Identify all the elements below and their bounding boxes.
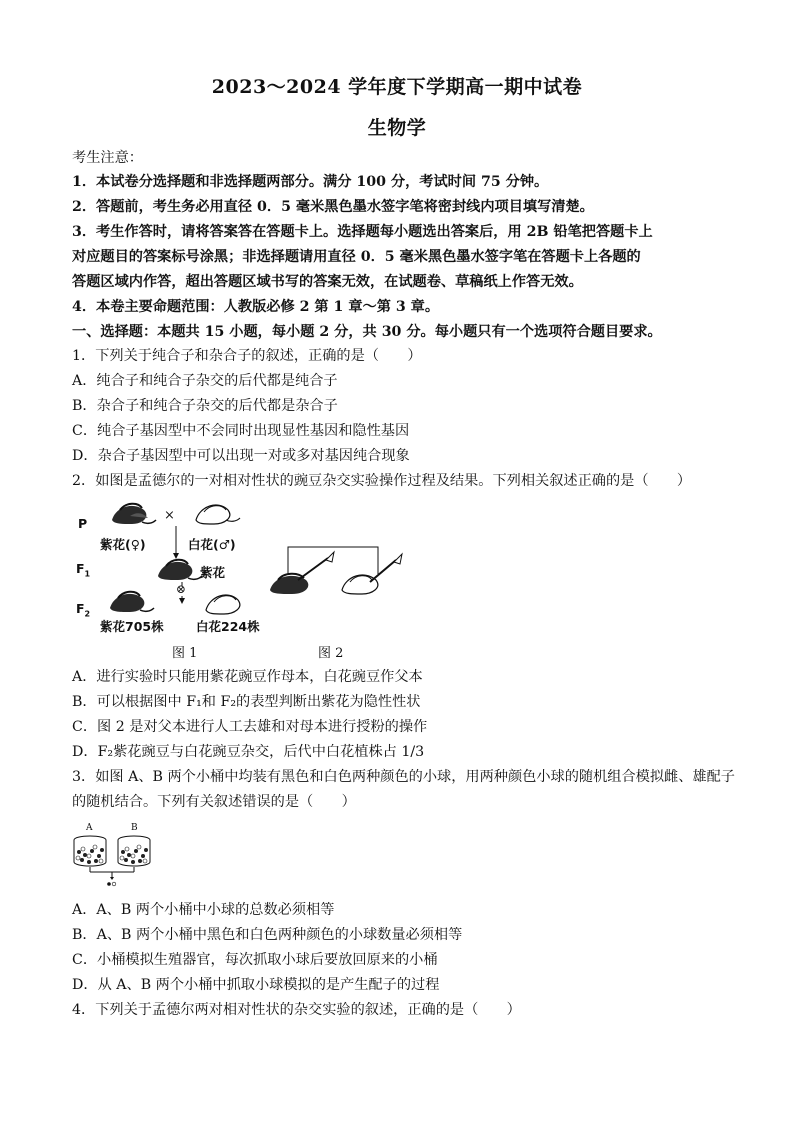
section-heading: 一、选择题：本题共 15 小题，每小题 2 分，共 30 分。每小题只有一个选项符合题目要求。 xyxy=(72,324,662,340)
question-2-option-c: C．图 2 是对父本进行人工去雄和对母本进行授粉的操作 xyxy=(72,719,428,735)
question-1-stem: 1．下列关于纯合子和杂合子的叙述，正确的是（ ） xyxy=(72,348,422,364)
selfing-sign: ⊗ xyxy=(176,582,187,596)
notice-heading: 考生注意： xyxy=(72,150,143,166)
question-3-stem-line-2: 的随机结合。下列有关叙述错误的是（ ） xyxy=(72,794,356,810)
notice-item-2: 2．答题前，考生务必用直径 0．5 毫米黑色墨水签字笔将密封线内项目填写清楚。 xyxy=(72,199,594,215)
notice-item-3: 3．考生作答时，请将答案答在答题卡上。选择题每小题选出答案后，用 2B 铅笔把答题卡上 xyxy=(72,224,653,240)
question-2-option-d: D．F₂紫花豌豆与白花豌豆杂交，后代中白花植株占 1/3 xyxy=(72,744,425,760)
question-1-option-c: C．纯合子基因型中不会同时出现显性基因和隐性基因 xyxy=(72,423,410,439)
notice-item-3-cont2: 答题区域内作答，超出答题区域书写的答案无效，在试题卷、草稿纸上作答无效。 xyxy=(72,274,583,290)
figure-1-caption: 图 1 xyxy=(172,646,198,661)
question-3-option-a: A．A、B 两个小桶中小球的总数必须相等 xyxy=(72,902,335,918)
label-f1-purple: 紫花 xyxy=(200,565,226,580)
question-1-option-a: A．纯合子和纯合子杂交的后代都是纯合子 xyxy=(72,373,338,389)
label-white-male: 白花(♂) xyxy=(188,537,236,552)
white-ball-icon xyxy=(112,882,116,886)
figure-2-caption: 图 2 xyxy=(318,646,344,661)
row-label-f2: $F_2$ xyxy=(76,601,91,619)
exam-title: 2023～2024 学年度下学期高一期中试卷 xyxy=(211,76,583,98)
notice-item-1: 1．本试卷分选择题和非选择题两部分。满分 100 分，考试时间 75 分钟。 xyxy=(72,174,549,190)
notice-item-4: 4．本卷主要命题范围：人教版必修 2 第 1 章～第 3 章。 xyxy=(72,299,440,315)
subject-title: 生物学 xyxy=(367,117,427,139)
bucket-a-icon xyxy=(74,836,106,866)
combine-arrow-icon xyxy=(90,867,134,878)
question-3-option-d: D．从 A、B 两个小桶中抓取小球模拟的是产生配子的过程 xyxy=(72,977,440,993)
question-1-option-b: B．杂合子和纯合子杂交的后代都是杂合子 xyxy=(72,398,338,414)
notice-item-3-cont: 对应题目的答案标号涂黑；非选择题请用直径 0．5 毫米黑色墨水签字笔在答题卡上各题的 xyxy=(72,249,641,265)
question-2-option-a: A．进行实验时只能用紫花豌豆作母本，白花豌豆作父本 xyxy=(72,669,423,685)
cross-sign: × xyxy=(164,508,175,523)
bucket-label-b: B xyxy=(131,823,138,833)
label-f2-white: 白花224株 xyxy=(196,619,260,634)
black-ball-icon xyxy=(107,882,111,886)
bucket-label-a: A xyxy=(86,823,93,833)
label-f2-purple: 紫花705株 xyxy=(100,619,164,634)
label-purple-female: 紫花(♀) xyxy=(100,537,146,552)
question-3-option-b: B．A、B 两个小桶中黑色和白色两种颜色的小球数量必须相等 xyxy=(72,927,463,943)
question-2-option-b: B．可以根据图中 F₁和 F₂的表型判断出紫花为隐性性状 xyxy=(72,694,421,710)
row-label-f1: $F_1$ xyxy=(76,561,91,579)
question-1-option-d: D．杂合子基因型中可以出现一对或多对基因纯合现象 xyxy=(72,448,410,464)
bucket-b-icon xyxy=(118,836,150,866)
question-4-stem: 4．下列关于孟德尔两对相对性状的杂交实验的叙述，正确的是（ ） xyxy=(72,1002,521,1018)
row-label-p: P xyxy=(78,516,88,531)
question-2-stem: 2．如图是孟德尔的一对相对性状的豌豆杂交实验操作过程及结果。下列相关叙述正确的是（ ） xyxy=(72,473,692,489)
question-3-option-c: C．小桶模拟生殖器官，每次抓取小球后要放回原来的小桶 xyxy=(72,952,438,968)
question-3-stem-line-1: 3．如图 A、B 两个小桶中均装有黑色和白色两种颜色的小球，用两种颜色小球的随机组合模拟雌、雄配子 xyxy=(72,769,735,785)
